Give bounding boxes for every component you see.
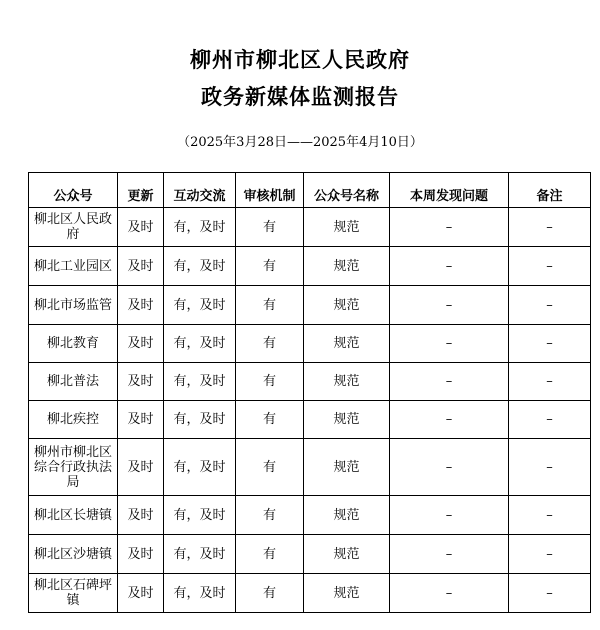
- cell-interaction: 有，及时: [164, 247, 236, 286]
- cell-interaction: 有，及时: [164, 363, 236, 401]
- cell-issues: –: [390, 535, 509, 574]
- cell-account: 柳北区人民政府: [29, 208, 118, 247]
- cell-remarks: –: [509, 439, 591, 496]
- cell-remarks: –: [509, 208, 591, 247]
- cell-issues: –: [390, 286, 509, 325]
- table-row: [29, 363, 591, 401]
- cell-interaction: 有，及时: [164, 574, 236, 613]
- cell-issues: –: [390, 439, 509, 496]
- cell-remarks: –: [509, 535, 591, 574]
- cell-account-name: 规范: [304, 496, 390, 535]
- cell-issues: –: [390, 325, 509, 363]
- cell-update: 及时: [118, 535, 164, 574]
- cell-update: 及时: [118, 247, 164, 286]
- cell-issues: –: [390, 574, 509, 613]
- header-review: 审核机制: [236, 173, 304, 208]
- cell-remarks: –: [509, 325, 591, 363]
- report-title-line2: 政务新媒体监测报告: [201, 84, 399, 109]
- header-remarks: 备注: [509, 173, 591, 208]
- cell-update: 及时: [118, 325, 164, 363]
- cell-update: 及时: [118, 363, 164, 401]
- report-period: （2025年3月28日——2025年4月10日）: [177, 135, 423, 150]
- cell-account: 柳北疾控: [29, 401, 118, 439]
- cell-remarks: –: [509, 363, 591, 401]
- cell-update: 及时: [118, 439, 164, 496]
- cell-issues: –: [390, 247, 509, 286]
- table-row: [29, 208, 591, 247]
- cell-review: 有: [236, 208, 304, 247]
- report-title-line1: 柳州市柳北区人民政府: [190, 47, 410, 72]
- cell-account: 柳北区沙塘镇: [29, 535, 118, 574]
- header-account: 公众号: [29, 173, 118, 208]
- table-row: [29, 286, 591, 325]
- cell-account-name: 规范: [304, 247, 390, 286]
- cell-account: 柳北区石碑坪镇: [29, 574, 118, 613]
- cell-account-name: 规范: [304, 208, 390, 247]
- table-row: [29, 325, 591, 363]
- cell-remarks: –: [509, 247, 591, 286]
- table-row: [29, 535, 591, 574]
- table-row: [29, 401, 591, 439]
- cell-issues: –: [390, 496, 509, 535]
- header-update: 更新: [118, 173, 164, 208]
- cell-update: 及时: [118, 286, 164, 325]
- cell-interaction: 有，及时: [164, 401, 236, 439]
- cell-interaction: 有，及时: [164, 496, 236, 535]
- table-row: [29, 247, 591, 286]
- cell-remarks: –: [509, 574, 591, 613]
- cell-account: 柳北市场监管: [29, 286, 118, 325]
- header-account-name: 公众号名称: [304, 173, 390, 208]
- cell-account: 柳州市柳北区综合行政执法局: [29, 439, 118, 496]
- cell-update: 及时: [118, 574, 164, 613]
- cell-remarks: –: [509, 286, 591, 325]
- cell-update: 及时: [118, 208, 164, 247]
- cell-account-name: 规范: [304, 535, 390, 574]
- cell-account-name: 规范: [304, 286, 390, 325]
- table-row: [29, 574, 591, 613]
- cell-interaction: 有，及时: [164, 208, 236, 247]
- cell-update: 及时: [118, 496, 164, 535]
- table-header-row: [29, 173, 591, 208]
- cell-account: 柳北区长塘镇: [29, 496, 118, 535]
- cell-review: 有: [236, 247, 304, 286]
- cell-account-name: 规范: [304, 363, 390, 401]
- cell-review: 有: [236, 439, 304, 496]
- cell-account: 柳北工业园区: [29, 247, 118, 286]
- cell-account-name: 规范: [304, 439, 390, 496]
- cell-review: 有: [236, 286, 304, 325]
- table-row: [29, 496, 591, 535]
- cell-account-name: 规范: [304, 325, 390, 363]
- cell-interaction: 有，及时: [164, 439, 236, 496]
- cell-issues: –: [390, 401, 509, 439]
- cell-account-name: 规范: [304, 574, 390, 613]
- cell-interaction: 有，及时: [164, 535, 236, 574]
- cell-review: 有: [236, 401, 304, 439]
- cell-remarks: –: [509, 401, 591, 439]
- cell-remarks: –: [509, 496, 591, 535]
- cell-review: 有: [236, 325, 304, 363]
- cell-issues: –: [390, 363, 509, 401]
- header-issues: 本周发现问题: [390, 173, 509, 208]
- cell-review: 有: [236, 574, 304, 613]
- cell-issues: –: [390, 208, 509, 247]
- header-interaction: 互动交流: [164, 173, 236, 208]
- cell-interaction: 有，及时: [164, 325, 236, 363]
- monitoring-table: [28, 172, 591, 613]
- table-row: [29, 439, 591, 496]
- cell-account: 柳北普法: [29, 363, 118, 401]
- cell-review: 有: [236, 535, 304, 574]
- cell-review: 有: [236, 363, 304, 401]
- cell-review: 有: [236, 496, 304, 535]
- cell-account-name: 规范: [304, 401, 390, 439]
- cell-interaction: 有，及时: [164, 286, 236, 325]
- cell-update: 及时: [118, 401, 164, 439]
- cell-account: 柳北教育: [29, 325, 118, 363]
